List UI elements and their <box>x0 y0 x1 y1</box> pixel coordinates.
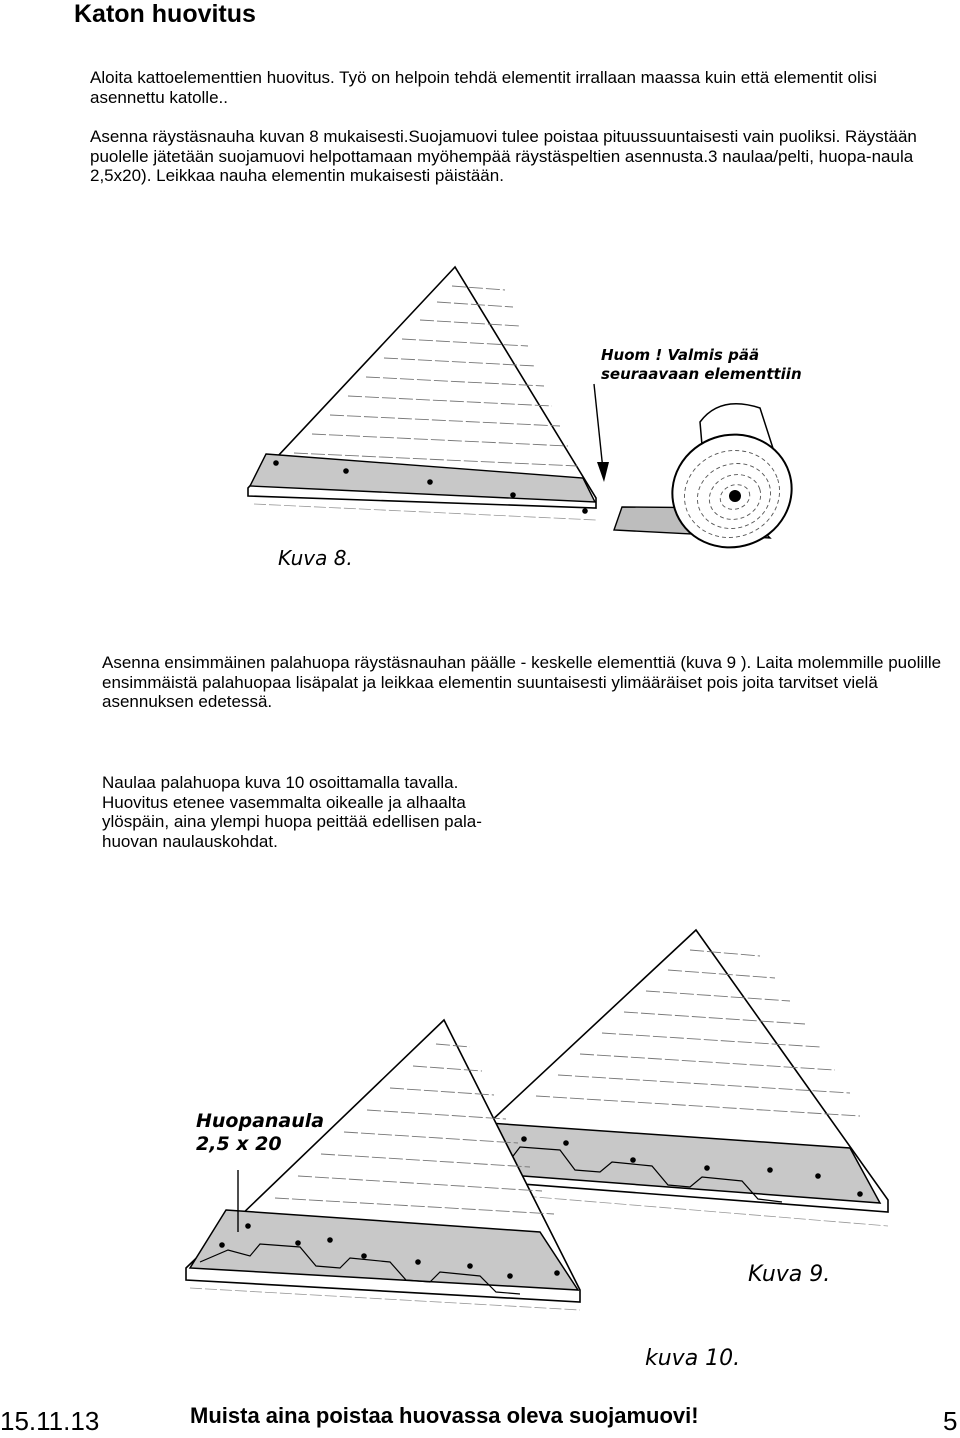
nail-label-line-1: Huopanaula <box>196 1110 325 1132</box>
page-number: 5 <box>943 1406 958 1436</box>
footer-reminder: Muista aina poistaa huovassa oleva suojamuovi! <box>190 1403 699 1428</box>
nailing-paragraph: Naulaa palahuopa kuva 10 osoittamalla tavalla. Huovitus etenee vasemmalta oikealle ja alhaalta ylöspäin, aina ylempi huopa peittää edellisen pala-huovan naulauskohdat. <box>102 773 482 851</box>
footer-date: 15.11.13 <box>0 1406 100 1436</box>
eaves-strip-paragraph: Asenna räystäsnauha kuvan 8 mukaisesti.Suojamuovi tulee poistaa pituussuuntaisesti vain puoliksi. Räystään puolelle jätetään suojamuovi helpottamaan myöhempää räystäspeltien asennusta.3 naulaa/pelti, huopa-naula 2,5x20). Leikkaa nauha elementin mukaisesti päistään. <box>90 127 917 185</box>
note-line-2: seuraavaan elementtiin <box>601 365 802 383</box>
first-shingle-paragraph: Asenna ensimmäinen palahuopa räystäsnauhan päälle - keskelle elementtiä (kuva 9 ). Laita molemmille puolille ensimmäistä palahuopaa lisäpalat ja leikkaa elementin suuntaisesti ylimääräiset pois joita tarvitset vielä asennuksen edetessä. <box>102 653 942 711</box>
figure-8-caption: Kuva 8. <box>278 546 353 570</box>
note-line-1: Huom ! Valmis pää <box>601 346 760 364</box>
figure-9-caption: Kuva 9. <box>748 1262 831 1287</box>
figure-10-caption: kuva 10. <box>645 1346 741 1371</box>
page-title: Katon huovitus <box>74 0 256 28</box>
nail-label-line-2: 2,5 x 20 <box>196 1133 282 1155</box>
intro-paragraph: Aloita kattoelementtien huovitus. Työ on helpoin tehdä elementit irrallaan maassa kuin että elementit olisi asennettu katolle.. <box>90 68 877 107</box>
